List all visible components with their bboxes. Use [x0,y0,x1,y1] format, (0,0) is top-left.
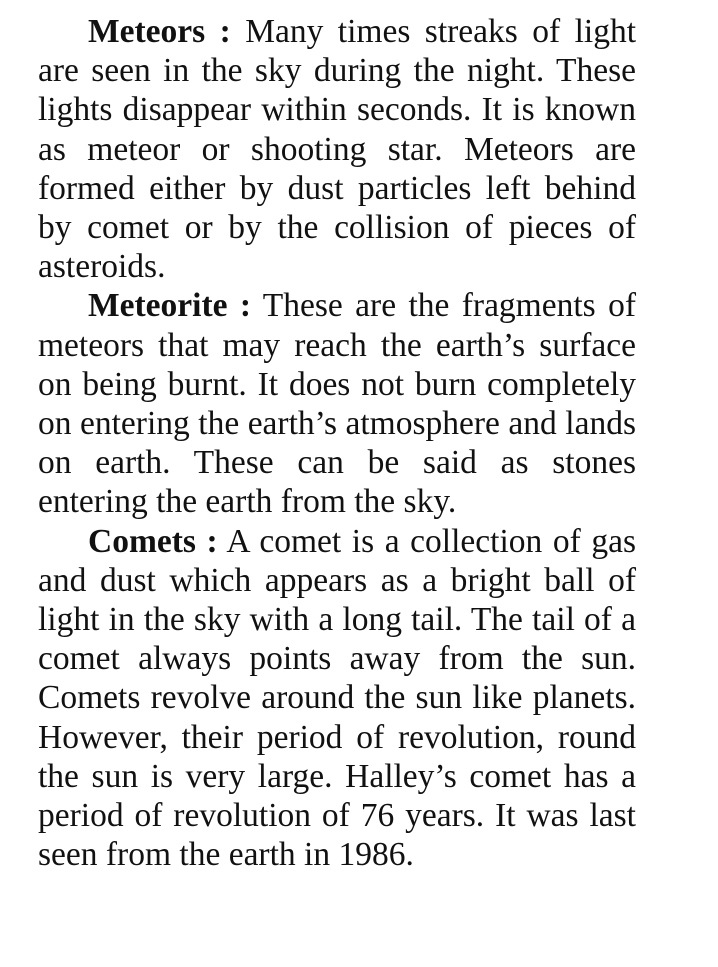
comets-paragraph [38,522,636,875]
comets-term: Comets : [88,522,218,560]
meteors-description: Many times streaks of light are seen in the sky during the night. These lights disappear within seconds. It is known as meteor or shooting star. Meteors are formed either by dust particles left behind by comet or by the collision of pieces of asteroids. [38,13,637,286]
meteorite-paragraph [38,286,636,521]
meteorite-term: Meteorite : [88,287,252,325]
comets-description: A comet is a collection of gas and dust which appears as a bright ball of light in the sky with a long tail. The tail of a comet always points away from the sun. Comets revolve around the sun like planets. However, their period of revolution, round the sun is very large. Halley’s comet has a period of revolution of 76 years. It was last seen from the earth in 1986. [38,522,636,874]
document-page [38,12,636,874]
meteors-term: Meteors : [88,13,231,50]
meteors-paragraph [38,12,636,286]
meteorite-description: These are the fragments of meteors that may reach the earth’s surface on being burnt. It does not burn completely on entering the earth’s atmosphere and lands on earth. These can be said as stones entering the earth from the sky. [38,287,636,521]
